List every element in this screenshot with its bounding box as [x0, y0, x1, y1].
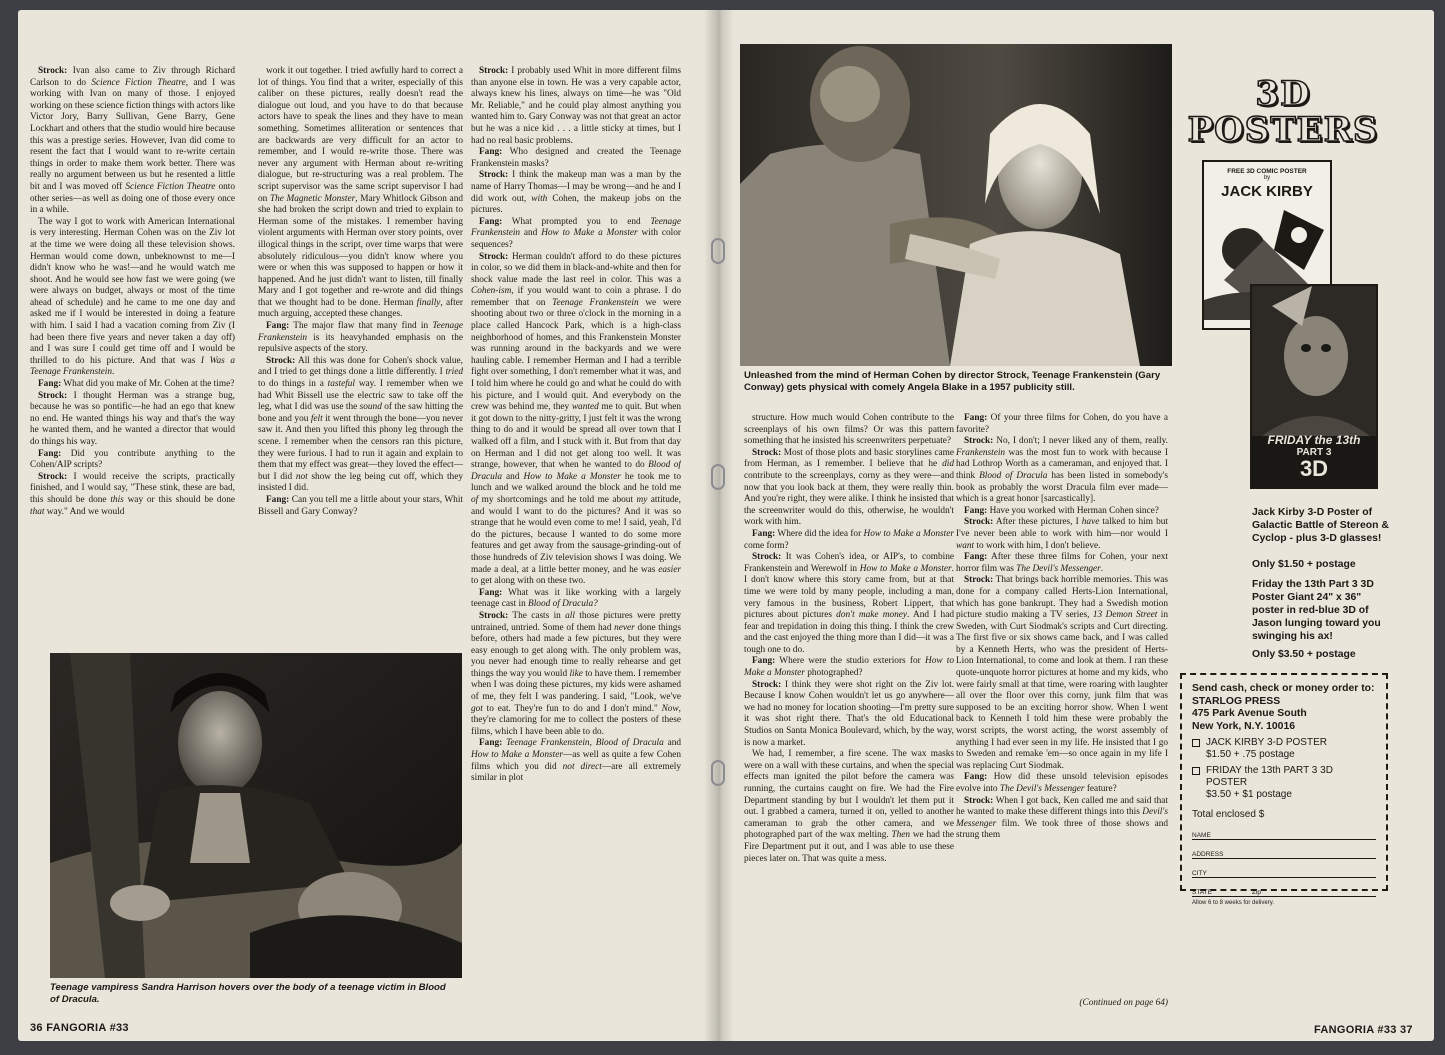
friday-price: Only $3.50 + postage [1252, 649, 1356, 660]
paragraph: Strock: It was Cohen's idea, or AIP's, to combine Frankenstein and Werewolf in How to Make a Monster. I don't know where this story came from, but at that time we were told by many people, including a man, very famous in the business, Robert Lippert, that pictures about pictures don't make money. And I had fear and trepidation in doing this thing. I think the crew and the cast enjoyed the thing more than I did—it was a tough one to do. [744, 552, 954, 655]
delivery-note: Allow 6 to 8 weeks for delivery. [1192, 900, 1274, 906]
left-column-3 [471, 66, 681, 996]
vampiress-photo [50, 653, 462, 978]
posters-ad [1178, 76, 1398, 956]
left-column-1 [30, 66, 235, 646]
vampiress-photo-caption: Teenage vampiress Sandra Harrison hovers over the body of a teenage victim in Blood of Dracula. [50, 982, 446, 1005]
order-option-kirby[interactable] [1192, 737, 1376, 761]
staple-middle [711, 464, 725, 490]
ad-title: 3D POSTERS [1187, 74, 1379, 150]
paragraph: Fang: Where were the studio exteriors for How to Make a Monster photographed? [744, 656, 954, 679]
friday-poster-part: PART 3 [1296, 447, 1332, 458]
order-option-friday[interactable] [1192, 765, 1376, 801]
kirby-poster-name: JACK KIRBY [1221, 183, 1313, 200]
total-enclosed[interactable]: Total enclosed $ [1192, 809, 1265, 820]
frankenstein-photo-caption: Unleashed from the mind of Herman Cohen by director Strock, Teenage Frankenstein (Gary Conway) gets physical with comely Angela Blake in a 1957 publicity still. [744, 370, 1161, 393]
order-head: Send cash, check or money order to: [1192, 683, 1375, 694]
paragraph: Strock: I think they were shot right on the Ziv lot. Because I know Cohen wouldn't let us go anywhere—we had no money for location shooting—I'm pretty sure it was shot right there. That's the old Educational Studios on Santa Monica Boulevard, which, by the way, is now a market. [744, 679, 954, 748]
paragraph: Fang: After these three films for Cohen, your next horror film was The Devil's Messenger. [956, 552, 1168, 574]
paragraph: Fang: The major flaw that many find in Teenage Frankenstein is its heavyhanded emphasis on the repulsive aspects of the story. [258, 321, 463, 355]
paragraph: Strock: The casts in all those pictures were pretty untrained, untried. Some of them had never done things before, others had made a few pictures, but they were easy enough to get along with. The only problem was, you never had enough time to really rehearse and get things the way you would like to have them. I remember when I was doing these pictures, my kids were ashamed of me, they felt I was pandering. I said, "Look, we've got to eat. They're fun to do and I don't mind." Now, they're clamoring for me to collect the posters of these films, which I have been able to do. [471, 610, 681, 737]
press-address-2: New York, N.Y. 10016 [1192, 720, 1296, 732]
paragraph: Strock: Most of those plots and basic storylines came from Herman, as I remember. I believe that he did contribute to the screenplays, corny as they were—and now that you look back at them, they were really thin. And you're right, they were alike. I think he insisted that the screenwriter would do this, otherwise, he wouldn't work with him. [744, 447, 954, 528]
paragraph: structure. How much would Cohen contribute to the screenplays of his own films? Or was this pattern something that he insisted his screenwriters perpetuate? [744, 413, 954, 447]
kirby-desc: Jack Kirby 3-D Poster of Galactic Battle of Stereon & Cyclop - plus 3-D glasses! [1252, 507, 1389, 544]
zip-field-label: Zip [1251, 889, 1262, 896]
right-column-1 [744, 413, 954, 1013]
right-page-folio: FANGORIA #33 37 [1314, 1024, 1413, 1036]
paragraph: Strock: I would receive the scripts, practically finished, and I would say, "These stink, these are bad, this should be done this way or this should be done that way." And we would [30, 471, 235, 517]
left-column-2 [258, 66, 463, 646]
paragraph: Strock: After these pictures, I have talked to him but I've never been able to work with him—nor would I want to work with him, I don't believe. [956, 517, 1168, 551]
state-field-label: STATE [1192, 889, 1212, 896]
paragraph: Strock: Ivan also came to Ziv through Richard Carlson to do Science Fiction Theatre, and I was working with Ivan on many of those. I enjoyed working on these science fiction things with actors like Victor Jory, Barry Sullivan, Gene Barry, Gene Lockhart and others that the studio would hire because this was a prestige series. However, Ivan did come to resent the fact that I would want to re-write certain things in order to make them work better. There was really no argument between us but he resented a little bit and I was moved off Science Fiction Theatre onto other series—as well as doing one of those every once in a while. [30, 66, 235, 216]
paragraph: Fang: What was it like working with a largely teenage cast in Blood of Dracula? [471, 587, 681, 610]
paragraph: work it out together. I tried awfully hard to correct a lot of things. You find that a writer, especially of this caliber on these pictures, really doesn't read the dialogue out loud, and you have to do that because actors have to speak the lines and they have to mean something. Sometimes alliteration or sentences that are backwards are very difficult for an actor to remember, and I would re-write those. There was never any argument with Herman about re-writing dialogue, but re-structuring was a real problem. The script supervisor was the same script supervisor I had on The Magnetic Monster, Mary Whitlock Gibson and she had broken the script down and tried to explain to Herman some of the mistakes. I remember having violent arguments with Herman over story points, over illogical things in the script, over time warps that were absolutely ridiculous—you didn't know where you were or when this was supposed to happen or how it happened. And he just didn't want to listen, till finally Mary and I got together and re-wrote and did things that we thought had to be done. Herman finally, after much arguing, accepted these changes. [258, 66, 463, 320]
name-field-label: NAME [1192, 832, 1211, 839]
paragraph: Fang: Of your three films for Cohen, do you have a favorite? [956, 413, 1168, 435]
friday-desc: Friday the 13th Part 3 3D Poster Giant 24" x 36" poster in red-blue 3D of Jason lunging toward you swinging his ax! [1252, 579, 1381, 642]
checkbox-friday[interactable] [1192, 767, 1200, 775]
paragraph: Fang: What prompted you to end Teenage Frankenstein and How to Make a Monster with color sequences? [471, 216, 681, 250]
checkbox-kirby[interactable] [1192, 739, 1200, 747]
paragraph: Fang: Can you tell me a little about your stars, Whit Bissell and Gary Conway? [258, 494, 463, 517]
staple-bottom [711, 760, 725, 786]
friday-poster [1250, 284, 1378, 489]
paragraph: Strock: I probably used Whit in more different films than anyone else in town. He was a very capable actor, always knew his lines, always on time—he was "Old Mr. Reliable," and he could play almost anything you wanted him to. Gary Conway was not that great an actor but he was a nice kid . . . a little sticky at times, but I had no real basic problems. [471, 66, 681, 146]
city-field-label: CITY [1192, 870, 1207, 877]
right-column-2 [956, 413, 1168, 995]
friday-poster-art [1252, 286, 1378, 436]
address-field[interactable] [1192, 844, 1376, 859]
paragraph: Strock: All this was done for Cohen's shock value, and I tried to get things done a little differently. I tried to do things in a tasteful way. I remember when we had Whit Bissell use the electric saw to take off the leg, what I did was use the sound of the saw hitting the bone and you felt it went through the bone—you never saw it. And then you lifted this phony leg through the scene. I remember when the censors ran this picture, they were furious. I had to run it again and explain to them that my effect was great—they loved the effect—but I did not show the leg being cut off, which they insisted I did. [258, 355, 463, 494]
paragraph: Strock: I thought Herman was a strange bug, because he was so pontific—he had an ego that knew no end. He wanted things his way and that's the way he wanted them, and he wanted a director that would do things his way. [30, 390, 235, 447]
paragraph: Strock: Herman couldn't afford to do these pictures in color, so we did them in black-and-white and then for shock value made the last reel in color. This was a Cohen-ism, if you would want to coin a phrase. I do remember that on Teenage Frankenstein we were shooting about two or three o'clock in the morning in a place called Hancock Park, which is a high-class neighborhood of homes, and this Frankenstein Monster was running around in the backyards and we were hauling cable. I remember Herman and I had a terrible fight over something, I don't remember what it was, and I told him where he could go and what he could do with his picture, and I would quit. And everybody on the crew was behind me, they wanted me to quit. But when it got down to the nitty-gritty, I just felt it was the wrong thing to do and it would be spread all over town that I walked off a film, and I stuck with it. But from that day on Herman and I did not get along too well. It was strange, however, that when he wanted to do Blood of Dracula and How to Make a Monster he took me to lunch and we walked around the block and he told me of my shortcomings and he told me about my attitude, and would I want to do the pictures? And it was so strange that he would even come to me! I said, yeah, I'd do the pictures, because I wanted to do some more features and get away from the sausage-grinding-out of those hundreds of Ziv television shows I was doing. We made a deal, at a little better money, and he was easier to get along with on these two. [471, 251, 681, 587]
vampiress-photo-image [50, 653, 462, 978]
paragraph: Strock: When I got back, Ken called me and said that he wanted to make these different things into this Devil's Messenger film. We took three of those shows and strung them [956, 795, 1168, 841]
friday-poster-title: FRIDAY the 13th [1267, 433, 1361, 447]
press-name: STARLOG PRESS [1192, 695, 1281, 707]
paragraph: Strock: No, I don't; I never liked any of them, really. Frankenstein was the most fun to work with because I had Lothrop Worth as a cameraman, and enjoyed that. I think Blood of Dracula has been listed in somebody's book as probably the worst Dracula film ever made—which is a great honor [sarcastically]. [956, 436, 1168, 505]
kirby-poster-by: by [1263, 175, 1271, 181]
state-zip-field[interactable] [1192, 882, 1376, 897]
frankenstein-photo [740, 44, 1172, 366]
paragraph: Fang: Who designed and created the Teenage Frankenstein masks? [471, 147, 681, 169]
paragraph: Fang: Teenage Frankenstein, Blood of Dracula and How to Make a Monster—as well as quite a few Cohen films which you did not direct—are all extremely similar in plot [471, 738, 681, 784]
paragraph: Fang: What did you make of Mr. Cohen at the time? [38, 379, 235, 390]
paragraph: Fang: Did you contribute anything to the Cohen/AIP scripts? [30, 448, 235, 471]
option-kirby-label: JACK KIRBY 3-D POSTER [1206, 737, 1327, 748]
name-field[interactable] [1192, 825, 1376, 840]
paragraph: Fang: Where did the idea for How to Make a Monster come form? [744, 528, 954, 551]
paragraph: The way I got to work with American International is very interesting. Herman Cohen was on the Ziv lot at the time we were doing all these television shows. Herman would come down, unbeknownst to me—I didn't know who he was!—and he would watch me shoot. And he would see how fast we were going (we were always on budget, always or most of the time ahead of schedule) and he came to me one day and asked me if I would be interested in doing a feature with him. I said I had a vacation coming from Ziv (I had been there five years and never taken a day off) and I was sure I could get time off and I would be thrilled to do his picture. And that was I Was a Teenage Frankenstein. [30, 216, 235, 378]
paragraph: Strock: I think the makeup man was a man by the name of Harry Thomas—I may be wrong—and he and I did work out, with Cohen, the makeup jobs on the pictures. [471, 170, 681, 216]
option-friday-label: FRIDAY the 13th PART 3 3D POSTER [1206, 765, 1333, 788]
right-page [718, 10, 1434, 1041]
city-field[interactable] [1192, 863, 1376, 878]
staple-top [711, 238, 725, 264]
order-form [1180, 673, 1388, 906]
kirby-price: Only $1.50 + postage [1252, 559, 1356, 570]
option-kirby-price: $1.50 + .75 postage [1206, 749, 1295, 760]
continued-note: (Continued on page 64) [1079, 998, 1168, 1008]
paragraph: We had, I remember, a fire scene. The wax masks were on a wall with these curtains, and when the special effects man ignited the pilot before the camera was running, the curtains caught on fire. We had the Fire Department standing by but I wouldn't let them put it out. I grabbed a camera, turned it on, yelled to another cameraman to grab the other camera, and we photographed part of the wax melting. Then we had the Fire Department put it out, and I was able to use these pieces later on. That was quite a mess. [744, 749, 954, 864]
paragraph: Fang: Have you worked with Herman Cohen since? [964, 505, 1159, 516]
press-address-1: 475 Park Avenue South [1192, 708, 1307, 719]
left-page-folio: 36 FANGORIA #33 [30, 1022, 129, 1034]
paragraph: Strock: That brings back horrible memories. This was done for a company called Herts-Lion International, which has gone bankrupt. They had a Swedish motion picture studio making a TV series, 13 Demon Street in Sweden, with Curt Siodmak's scripts and Curt directing. The first five or six shows came back, and I was called by a Kenneth Herts, who was the president of Herts-Lion International, to come and look at them. I ran these quote-unquote horror pictures at home and my kids, who were fairly small at that time, were roaring with laughter all over the floor over this corny, junk film that was supposed to be an exciting horror show. When I went back to Kenneth I told him these were probably the worst scripts, the worst acting, the worst assembly of anything I had ever seen in my life. He insisted that I go to Sweden and remake 'em—so once again in my life I was replacing Curt Siodmak. [956, 575, 1168, 771]
frankenstein-photo-image [740, 44, 1172, 366]
address-field-label: ADDRESS [1192, 851, 1224, 858]
friday-poster-3d: 3D [1299, 456, 1329, 481]
option-friday-price: $3.50 + $1 postage [1206, 789, 1292, 800]
paragraph: Fang: How did these unsold television episodes evolve into The Devil's Messenger feature? [956, 772, 1168, 794]
left-page [18, 10, 718, 1041]
kirby-poster-top: FREE 3D COMIC POSTER [1227, 168, 1307, 175]
